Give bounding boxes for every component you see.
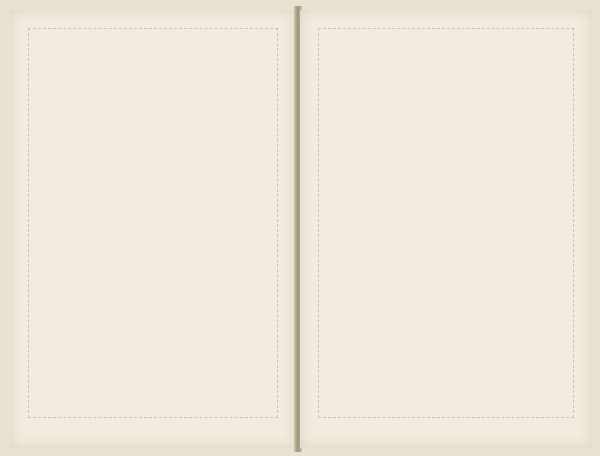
left-page-body (28, 28, 278, 418)
left-text-area (28, 28, 278, 418)
left-page (10, 10, 296, 448)
right-page (300, 10, 592, 448)
right-text-area (318, 28, 574, 418)
right-page-body (318, 28, 574, 418)
